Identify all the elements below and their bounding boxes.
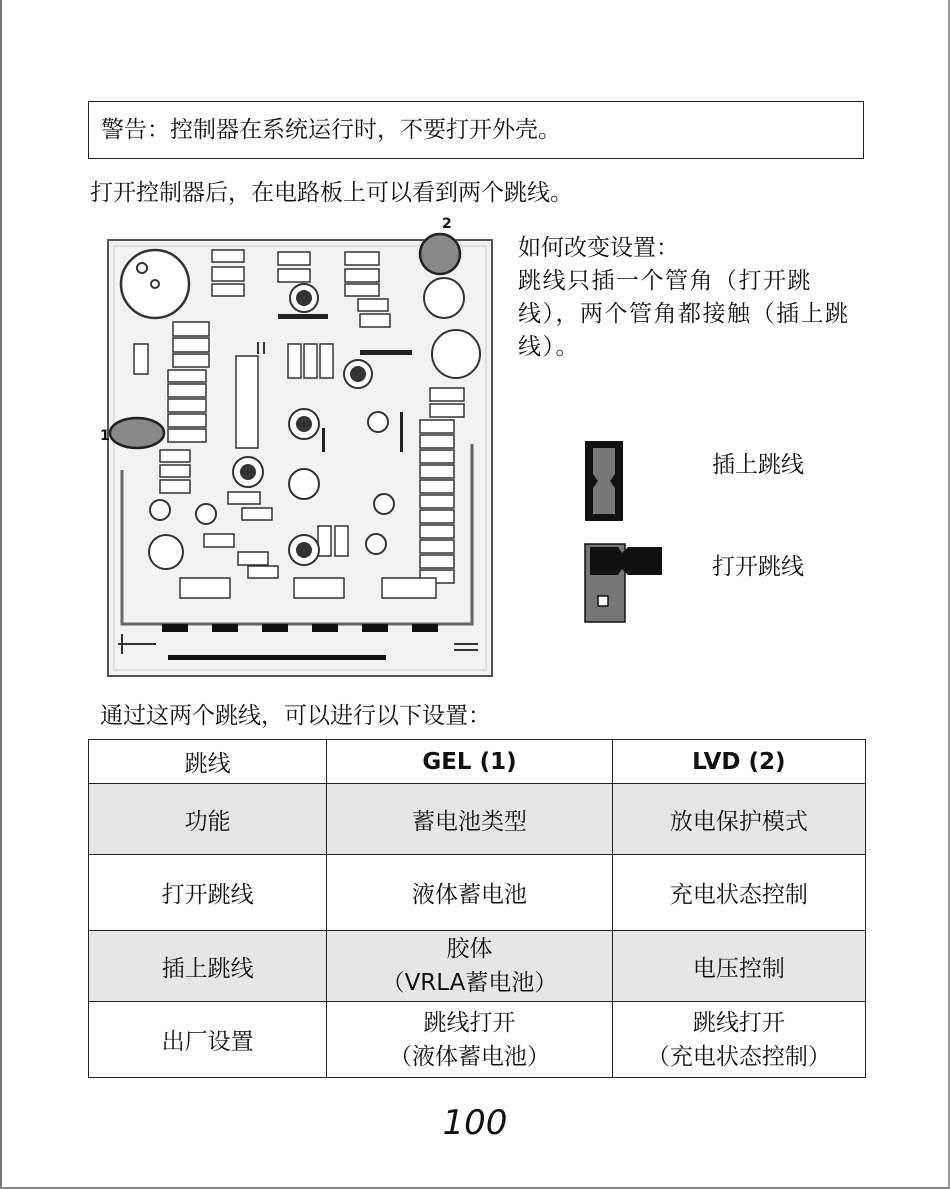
jumper-inserted-label: 插上跳线	[712, 452, 804, 478]
table-header-row	[89, 740, 866, 784]
warning-text: 警告：控制器在系统运行时，不要打开外壳。	[101, 117, 561, 143]
page-edge-left	[0, 0, 2, 1189]
howto-body: 跳线只插一个管角（打开跳线），两个管角都接触（插上跳线）。	[518, 268, 850, 360]
jumper-open-label: 打开跳线	[712, 554, 804, 580]
header-gel: GEL (1)	[327, 740, 612, 784]
gel-cell: 胶体 （VRLA蓄电池）	[327, 931, 612, 1002]
marker-1: 1	[100, 428, 110, 444]
settings-table	[88, 739, 866, 1078]
header-lvd: LVD (2)	[612, 740, 865, 784]
header-jumper: 跳线	[89, 740, 327, 784]
settings-intro: 通过这两个跳线，可以进行以下设置：	[100, 703, 491, 729]
warning-box	[88, 101, 864, 159]
jumper-open-icon	[584, 543, 664, 623]
row-label: 打开跳线	[89, 855, 327, 931]
table-row-open	[89, 855, 866, 931]
lvd-cell: 跳线打开 （充电状态控制）	[612, 1002, 865, 1078]
table-row-factory	[89, 1002, 866, 1078]
row-label: 功能	[89, 784, 327, 855]
row-label: 出厂设置	[89, 1002, 327, 1078]
lvd-cell: 电压控制	[612, 931, 865, 1002]
page-number: 100	[442, 1103, 508, 1143]
marker-2: 2	[442, 216, 452, 232]
jumper-inserted-icon	[584, 440, 624, 522]
gel-cell: 蓄电池类型	[327, 784, 612, 855]
lvd-cell: 充电状态控制	[612, 855, 865, 931]
table-row-inserted	[89, 931, 866, 1002]
table-row-function	[89, 784, 866, 855]
lvd-cell: 放电保护模式	[612, 784, 865, 855]
row-label: 插上跳线	[89, 931, 327, 1002]
howto-section	[518, 232, 868, 364]
howto-title: 如何改变设置：	[518, 235, 679, 261]
gel-cell: 跳线打开 （液体蓄电池）	[327, 1002, 612, 1078]
circuit-board-diagram	[100, 214, 498, 680]
intro-text: 打开控制器后，在电路板上可以看到两个跳线。	[90, 180, 573, 206]
gel-cell: 液体蓄电池	[327, 855, 612, 931]
